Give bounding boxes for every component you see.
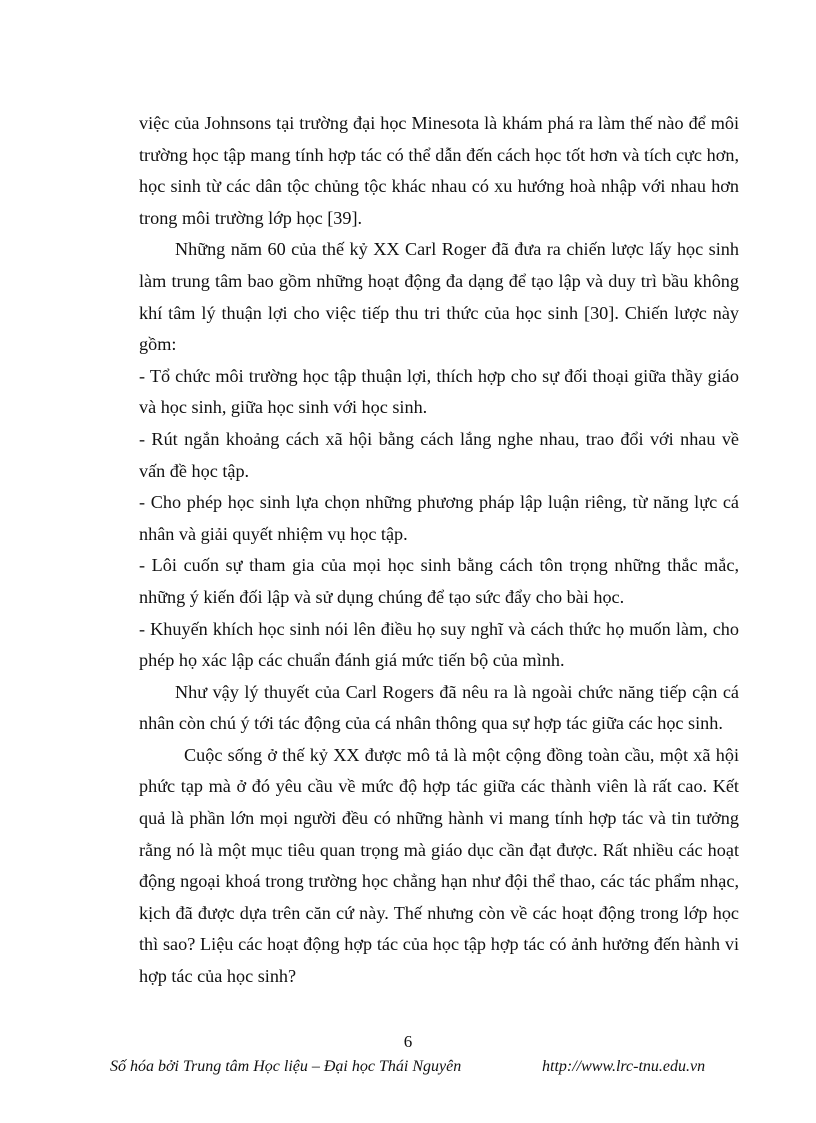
paragraph-3: Như vậy lý thuyết của Carl Rogers đã nêu ra là ngoài chức năng tiếp cận cá nhân còn chú ý tới tác động của cá nhân thông qua sự hợp tác giữa các học sinh. bbox=[139, 681, 739, 734]
bullet-item-5: - Khuyến khích học sinh nói lên điều họ suy nghĩ và cách thức họ muốn làm, cho phép họ xác lập các chuẩn đánh giá mức tiến bộ của mình. bbox=[139, 618, 739, 671]
footer-source: Số hóa bởi Trung tâm Học liệu – Đại học Thái Nguyên bbox=[110, 1058, 462, 1075]
paragraph-4: Cuộc sống ở thế kỷ XX được mô tả là một cộng đồng toàn cầu, một xã hội phức tạp mà ở đó yêu cầu về mức độ hợp tác giữa các thành viên là rất cao. Kết quả là phần lớn mọi người đều có những hành vi mang tính hợp tác và tin tưởng rằng nó là một mục tiêu quan trọng mà giáo dục cần đạt được. Rất nhiều các hoạt động ngoại khoá trong trường học chẳng hạn như đội thể thao, các tác phẩm nhạc, kịch đã được dựa trên căn cứ này. Thế nhưng còn về các hoạt động trong lớp học thì sao? Liệu các hoạt động hợp tác của học tập hợp tác có ảnh hưởng đến hành vi hợp tác của học sinh? bbox=[139, 744, 739, 987]
paragraph-1: việc của Johnsons tại trường đại học Minesota là khám phá ra làm thế nào để môi trường học tập mang tính hợp tác có thể dẫn đến cách học tốt hơn và tích cực hơn, học sinh từ các dân tộc chủng tộc khác nhau có xu hướng hoà nhập với nhau hơn trong môi trường lớp học [39]. bbox=[139, 113, 739, 228]
paragraph-2: Những năm 60 của thế kỷ XX Carl Roger đã đưa ra chiến lược lấy học sinh làm trung tâm bao gồm những hoạt động đa dạng để tạo lập và duy trì bầu không khí tâm lý thuận lợi cho việc tiếp thu tri thức của học sinh [30]. Chiến lược này gồm: bbox=[139, 239, 739, 355]
bullet-item-3: - Cho phép học sinh lựa chọn những phương pháp lập luận riêng, từ năng lực cá nhân và giải quyết nhiệm vụ học tập. bbox=[139, 492, 739, 544]
bullet-item-2: - Rút ngắn khoảng cách xã hội bằng cách lắng nghe nhau, trao đổi với nhau về vấn đề học tập. bbox=[139, 428, 739, 481]
bullet-item-1: - Tổ chức môi trường học tập thuận lợi, thích hợp cho sự đối thoại giữa thầy giáo và học sinh, giữa học sinh với học sinh. bbox=[139, 365, 739, 418]
body-text bbox=[139, 108, 739, 993]
page-number: 6 bbox=[403, 1032, 413, 1051]
bullet-item-4: - Lôi cuốn sự tham gia của mọi học sinh bằng cách tôn trọng những thắc mắc, những ý kiến đối lập và sử dụng chúng để tạo sức đẩy cho bài học. bbox=[139, 555, 739, 607]
footer-url: http://www.lrc-tnu.edu.vn bbox=[542, 1058, 706, 1075]
